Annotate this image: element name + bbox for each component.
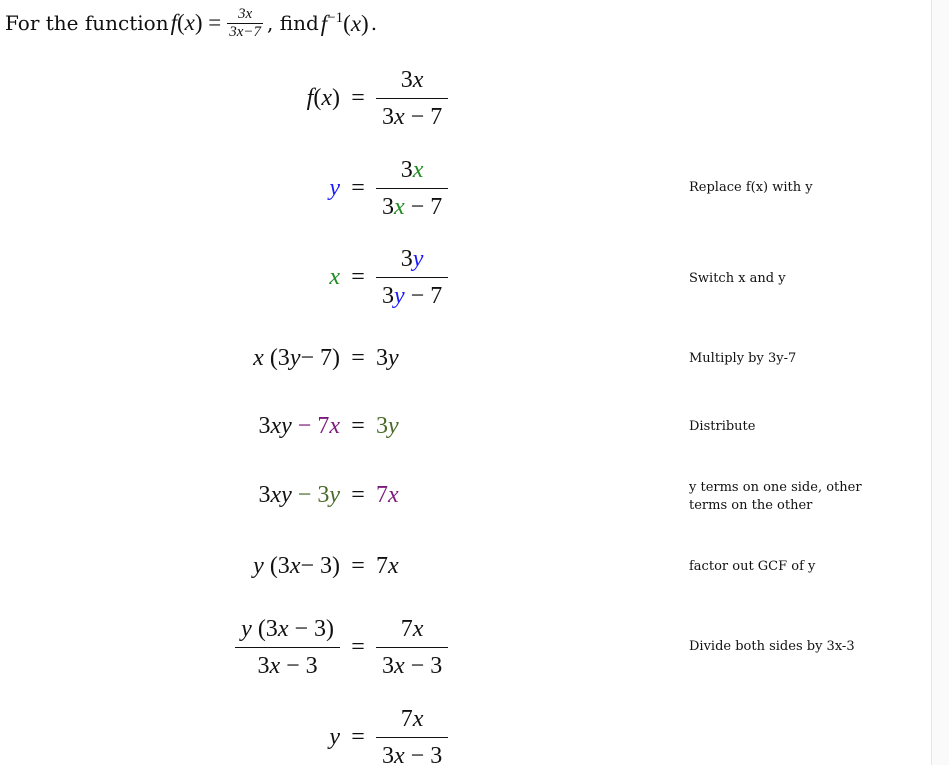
scrollbar[interactable] (931, 0, 949, 765)
problem-statement (5, 6, 377, 40)
step-7-lhs: y (3 x − 3) (253, 552, 340, 579)
step-9 (0, 705, 931, 769)
step-3-note: Switch x and y (689, 271, 786, 286)
equals-sign: = (351, 344, 365, 371)
step-3-lhs: x (329, 263, 340, 290)
step-7-rhs: 7 x (376, 552, 399, 579)
function-notation: f(x) = (170, 10, 222, 35)
step-3-rhs: $\frac{3y}{3y - 7}$ (376, 244, 676, 311)
inverse-notation: $f^{-1}(x)$ (320, 9, 369, 36)
step-8-lhs: $\frac{y (3x - 3)}{3x - 3}$ (0, 614, 340, 681)
step-1-rhs: $\frac{3x}{3x - 7}$ (376, 65, 676, 132)
equals-sign: = (351, 174, 365, 201)
equals-sign: = (351, 481, 365, 508)
equals-sign: = (351, 263, 365, 290)
step-5-rhs: 3y (376, 412, 399, 439)
step-5-note: Distribute (689, 419, 756, 434)
step-5-lhs: 3 xy − 7x (258, 412, 340, 439)
equals-sign: = (351, 633, 365, 660)
step-2-note: Replace f(x) with y (689, 180, 813, 195)
intro-text: For the function (5, 11, 169, 35)
step-1-lhs: f ( x ) (306, 84, 340, 111)
step-9-rhs: $\frac{7x}{3x - 3}$ (376, 704, 676, 771)
step-9-lhs: y (329, 723, 340, 750)
equals-sign: = (351, 723, 365, 750)
step-8-rhs: $\frac{7x}{3x - 3}$ (376, 614, 676, 681)
equals-sign: = (351, 84, 365, 111)
step-2-rhs: $\frac{3x}{3x - 7}$ (376, 155, 676, 222)
step-4-lhs: x (3 y − 7) (253, 344, 340, 371)
step-6-note: y terms on one side, other terms on the other (689, 480, 862, 513)
step-4-note: Multiply by 3y-7 (689, 351, 797, 366)
step-6-lhs: 3 xy − 3y (258, 481, 340, 508)
equals-sign: = (351, 552, 365, 579)
equals-sign: = (351, 412, 365, 439)
step-2-lhs: y (329, 174, 340, 201)
function-fraction: $\frac{3x}{3x-7}$ (229, 5, 262, 40)
period: . (370, 11, 378, 35)
step-8-note: Divide both sides by 3x-3 (689, 639, 855, 654)
step-4-rhs: 3 y (376, 344, 399, 371)
step-1 (0, 66, 931, 130)
step-6-rhs: 7x (376, 481, 399, 508)
step-7-note: factor out GCF of y (689, 559, 816, 574)
find-text: , find (267, 11, 319, 35)
